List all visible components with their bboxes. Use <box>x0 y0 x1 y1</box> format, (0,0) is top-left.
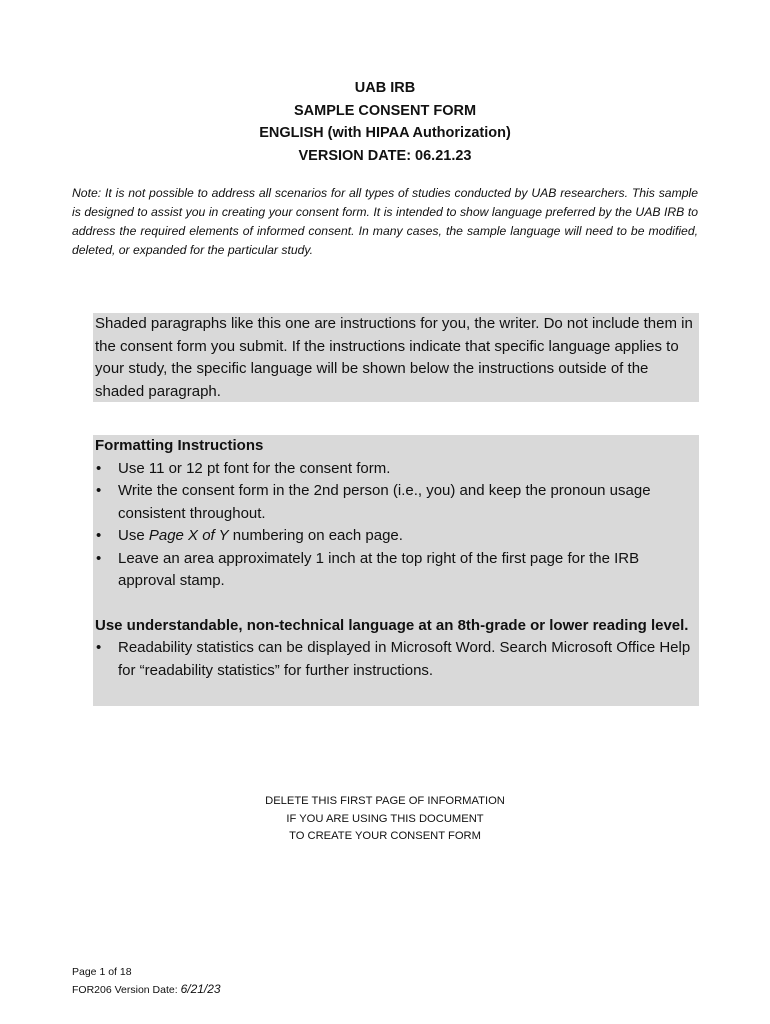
page-number: Page 1 of 18 <box>72 966 132 978</box>
version-label: FOR206 Version Date: <box>72 984 181 996</box>
language-heading: Use understandable, non-technical language at an 8th-grade or lower reading level. <box>95 616 689 634</box>
version-info <box>72 981 221 999</box>
shaded-instructions-box <box>93 313 699 402</box>
list-item-text-emphasis: Page X of Y <box>148 527 229 544</box>
list-item-text: Use 11 or 12 pt font for the consent form. <box>118 459 391 477</box>
list-item <box>95 480 699 525</box>
bullet-icon: • <box>96 639 102 656</box>
document-header <box>0 77 770 167</box>
version-date: 6/21/23 <box>180 982 221 996</box>
list-item-text: Leave an area approximately 1 inch at the top right of the first page for the IRB approval stamp. <box>118 549 640 589</box>
formatting-list <box>95 458 699 593</box>
shaded-instructions-text: Shaded paragraphs like this one are instructions for you, the writer. Do not include them in the consent form you submit. If the instructions indicate that specific language applies to your study, the specific language will be shown below the instructions outside of the shaded paragraph. <box>95 315 693 400</box>
formatting-instructions-box <box>93 435 699 706</box>
delete-page-notice <box>0 793 770 846</box>
header-org: UAB IRB <box>354 80 416 96</box>
list-item <box>95 525 699 548</box>
bullet-icon: • <box>96 527 102 544</box>
list-item-text-post: numbering on each page. <box>228 527 403 544</box>
formatting-title: Formatting Instructions <box>95 437 264 454</box>
list-item-text: Write the consent form in the 2nd person (i.e., you) and keep the pronoun usage consistent throughout. <box>118 482 651 522</box>
intro-note: Note: It is not possible to address all scenarios for all types of studies conducted by UAB researchers. This sample is designed to assist you in creating your consent form. It is intended to show language preferred by the UAB IRB to address the required elements of informed consent. In many cases, the sample language will need to be modified, deleted, or expanded for the particular study. <box>72 186 698 257</box>
list-item <box>95 637 699 682</box>
list-item <box>95 458 699 481</box>
header-form-title: SAMPLE CONSENT FORM <box>293 102 477 119</box>
page-footer <box>72 964 221 999</box>
delete-notice-line: DELETE THIS FIRST PAGE OF INFORMATION <box>265 795 505 807</box>
header-language: ENGLISH (with HIPAA Authorization) <box>259 125 511 141</box>
list-item <box>95 548 699 593</box>
list-item-text-pre: Use <box>118 527 149 544</box>
header-version-date: VERSION DATE: 06.21.23 <box>298 147 472 164</box>
list-item-text: Readability statistics can be displayed in Microsoft Word. Search Microsoft Office Help for “readability statistics” for further instructions. <box>118 639 691 679</box>
delete-notice-line: IF YOU ARE USING THIS DOCUMENT <box>286 812 484 825</box>
language-list <box>95 637 699 682</box>
delete-notice-line: TO CREATE YOUR CONSENT FORM <box>289 830 481 842</box>
bullet-icon: • <box>96 549 102 567</box>
bullet-icon: • <box>96 459 102 477</box>
bullet-icon: • <box>96 482 102 499</box>
